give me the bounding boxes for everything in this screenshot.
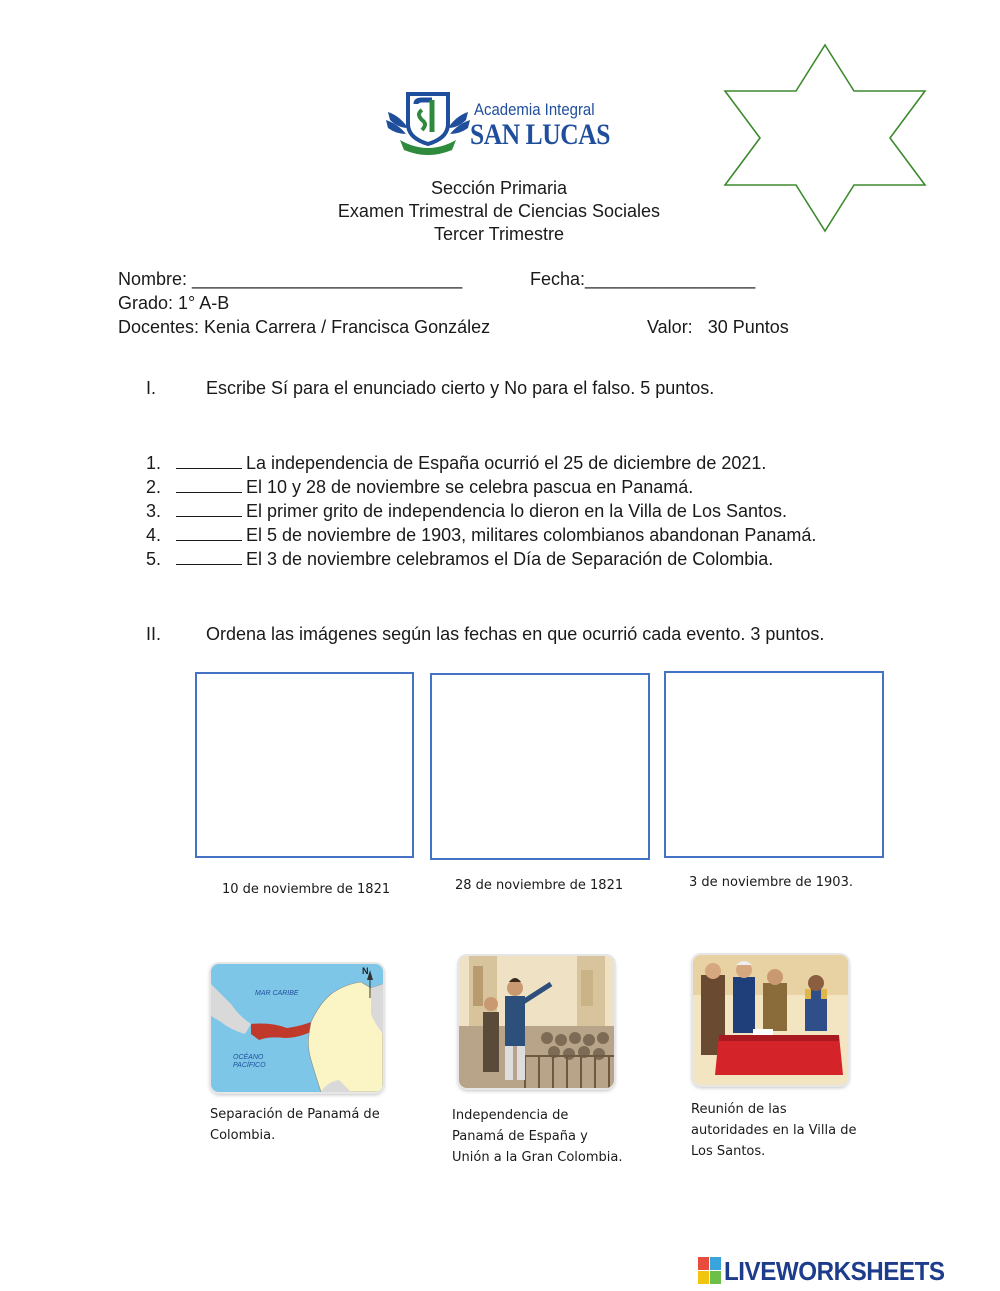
- question-item: [146, 547, 773, 571]
- caption-1-line1: Separación de Panamá de: [210, 1107, 380, 1122]
- caption-3-line1: Reunión de las: [691, 1102, 787, 1117]
- logo-emblem-icon: [386, 90, 470, 156]
- part1-instruction: Escribe Sí para el enunciado cierto y No para el falso. 5 puntos.: [206, 378, 715, 398]
- school-logo: [386, 90, 616, 160]
- question-text: El primer grito de independencia lo dieron en la Villa de Los Santos.: [246, 501, 788, 521]
- part1-numeral: I.: [146, 378, 157, 398]
- caption-3-line3: Los Santos.: [691, 1144, 766, 1159]
- answer-blank[interactable]: [176, 548, 242, 565]
- question-item: [146, 523, 816, 547]
- caption-2-line2: Panamá de España y: [452, 1129, 588, 1144]
- liveworksheets-logo: [698, 1256, 996, 1286]
- drop-box-3[interactable]: [664, 671, 884, 858]
- answer-blank[interactable]: [176, 500, 242, 517]
- question-text: El 5 de noviembre de 1903, militares colombianos abandonan Panamá.: [246, 525, 817, 545]
- caption-1-line2: Colombia.: [210, 1128, 276, 1143]
- map-label-sea: MAR CARIBE: [255, 990, 299, 997]
- date-label-2: 28 de noviembre de 1821: [455, 878, 624, 893]
- question-text: El 3 de noviembre celebramos el Día de Separación de Colombia.: [246, 549, 774, 569]
- panama-map-icon: [211, 964, 383, 1092]
- question-number: 2.: [146, 477, 162, 497]
- liveworksheets-blocks-icon: [698, 1257, 722, 1285]
- exam-title: Examen Trimestral de Ciencias Sociales: [337, 201, 661, 221]
- caption-2-line1: Independencia de: [452, 1108, 569, 1123]
- caption-3: [691, 1099, 856, 1162]
- teachers-label: Docentes: Kenia Carrera / Francisca González: [118, 317, 491, 337]
- name-field[interactable]: Nombre: ___________________________: [118, 269, 463, 289]
- grade-label: Grado: 1° A-B: [118, 293, 230, 313]
- part2-instruction: Ordena las imágenes según las fechas en que ocurrió cada evento. 3 puntos.: [206, 624, 825, 644]
- question-item: [146, 475, 693, 499]
- meeting-scene-icon: [693, 955, 848, 1085]
- caption-3-line2: autoridades en la Villa de: [691, 1123, 857, 1138]
- value-label: Valor: 30 Puntos: [647, 317, 789, 337]
- question-item: [146, 451, 766, 475]
- caption-2: [452, 1105, 622, 1168]
- map-label-pacific: PACÍFICO: [233, 1062, 266, 1069]
- question-item: [146, 499, 787, 523]
- caption-2-line3: Unión a la Gran Colombia.: [452, 1150, 623, 1165]
- independence-scene-icon: [459, 956, 614, 1088]
- meeting-image[interactable]: [693, 955, 848, 1085]
- question-number: 4.: [146, 525, 162, 545]
- map-image[interactable]: [211, 964, 383, 1092]
- question-text: La independencia de España ocurrió el 25 de diciembre de 2021.: [246, 453, 767, 473]
- drop-box-2[interactable]: [430, 673, 650, 860]
- date-label-1: 10 de noviembre de 1821: [222, 882, 391, 897]
- answer-blank[interactable]: [176, 524, 242, 541]
- date-label-3: 3 de noviembre de 1903.: [689, 875, 853, 890]
- answer-blank[interactable]: [176, 476, 242, 493]
- independence-image[interactable]: [459, 956, 614, 1088]
- date-field[interactable]: Fecha:_________________: [530, 269, 756, 289]
- liveworksheets-brand-text: LIVEWORKSHEETS: [724, 1256, 945, 1286]
- question-number: 1.: [146, 453, 162, 473]
- question-number: 5.: [146, 549, 162, 569]
- question-text: El 10 y 28 de noviembre se celebra pascua en Panamá.: [246, 477, 694, 497]
- answer-blank[interactable]: [176, 452, 242, 469]
- map-north-label: N: [362, 966, 369, 976]
- map-label-ocean: OCÉANO: [233, 1054, 264, 1061]
- caption-1: [210, 1104, 380, 1146]
- term-title: Tercer Trimestre: [433, 224, 565, 244]
- logo-text-line2: SAN LUCAS: [470, 118, 611, 151]
- logo-text-line1: Academia Integral: [474, 100, 595, 119]
- drop-box-1[interactable]: [195, 672, 414, 858]
- section-title: Sección Primaria: [430, 178, 568, 198]
- question-number: 3.: [146, 501, 162, 521]
- part2-numeral: II.: [146, 624, 162, 644]
